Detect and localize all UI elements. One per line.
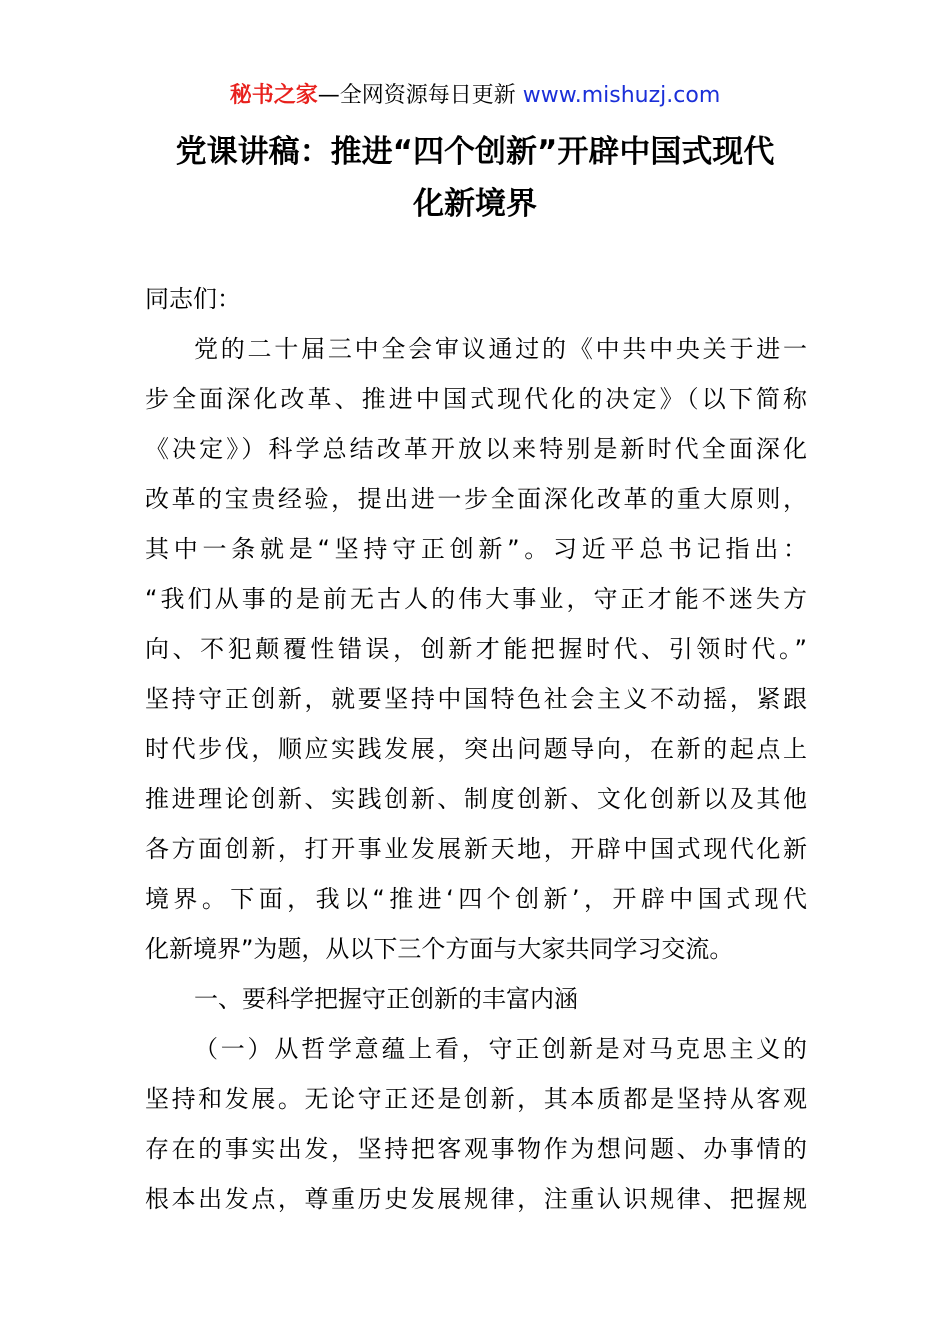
paragraph-line: 时代步伐，顺应实践发展，突出问题导向，在新的起点上 xyxy=(145,735,807,763)
paragraph-line: “我们从事的是前无古人的伟大事业，守正才能不迷失方 xyxy=(145,585,807,613)
paragraph-line: 其中一条就是“坚持守正创新”。习近平总书记指出： xyxy=(145,535,807,563)
paragraph-line: 存在的事实出发，坚持把客观事物作为想问题、办事情的 xyxy=(145,1135,807,1163)
site-url-link[interactable]: www.mishuzj.com xyxy=(522,83,721,108)
document-body xyxy=(145,274,807,1224)
paragraph-line: 党的二十届三中全会审议通过的《中共中央关于进一 xyxy=(194,335,807,363)
paragraph-line: （一）从哲学意蕴上看，守正创新是对马克思主义的 xyxy=(194,1035,807,1063)
paragraph-line: 改革的宝贵经验，提出进一步全面深化改革的重大原则， xyxy=(145,485,807,513)
salutation: 同志们： xyxy=(145,285,241,313)
paragraph-line: 推进理论创新、实践创新、制度创新、文化创新以及其他 xyxy=(145,785,807,813)
paragraph-line: 坚持守正创新，就要坚持中国特色社会主义不动摇，紧跟 xyxy=(145,685,807,713)
section-heading: 一、要科学把握守正创新的丰富内涵 xyxy=(194,985,578,1013)
paragraph-line: 步全面深化改革、推进中国式现代化的决定》（以下简称 xyxy=(145,385,807,413)
banner-tagline: —全网资源每日更新 xyxy=(317,83,523,108)
title-line: 党课讲稿：推进“四个创新”开辟中国式现代 xyxy=(175,134,775,170)
paragraph-line: 坚持和发展。无论守正还是创新，其本质都是坚持从客观 xyxy=(145,1085,807,1113)
document-title xyxy=(130,126,820,230)
paragraph-line: 《决定》）科学总结改革开放以来特别是新时代全面深化 xyxy=(145,435,807,463)
paragraph-line: 向、不犯颠覆性错误，创新才能把握时代、引领时代。” xyxy=(145,635,807,663)
paragraph-line: 根本出发点，尊重历史发展规律，注重认识规律、把握规 xyxy=(145,1185,807,1213)
brand-name: 秘书之家 xyxy=(229,83,318,108)
paragraph-line: 各方面创新，打开事业发展新天地，开辟中国式现代化新 xyxy=(145,835,807,863)
paragraph-line: 境界。下面，我以“推进‘四个创新’，开辟中国式现代 xyxy=(145,885,807,913)
site-banner xyxy=(0,80,950,112)
paragraph-line: 化新境界”为题，从以下三个方面与大家共同学习交流。 xyxy=(145,935,734,963)
title-line: 化新境界 xyxy=(413,186,537,222)
